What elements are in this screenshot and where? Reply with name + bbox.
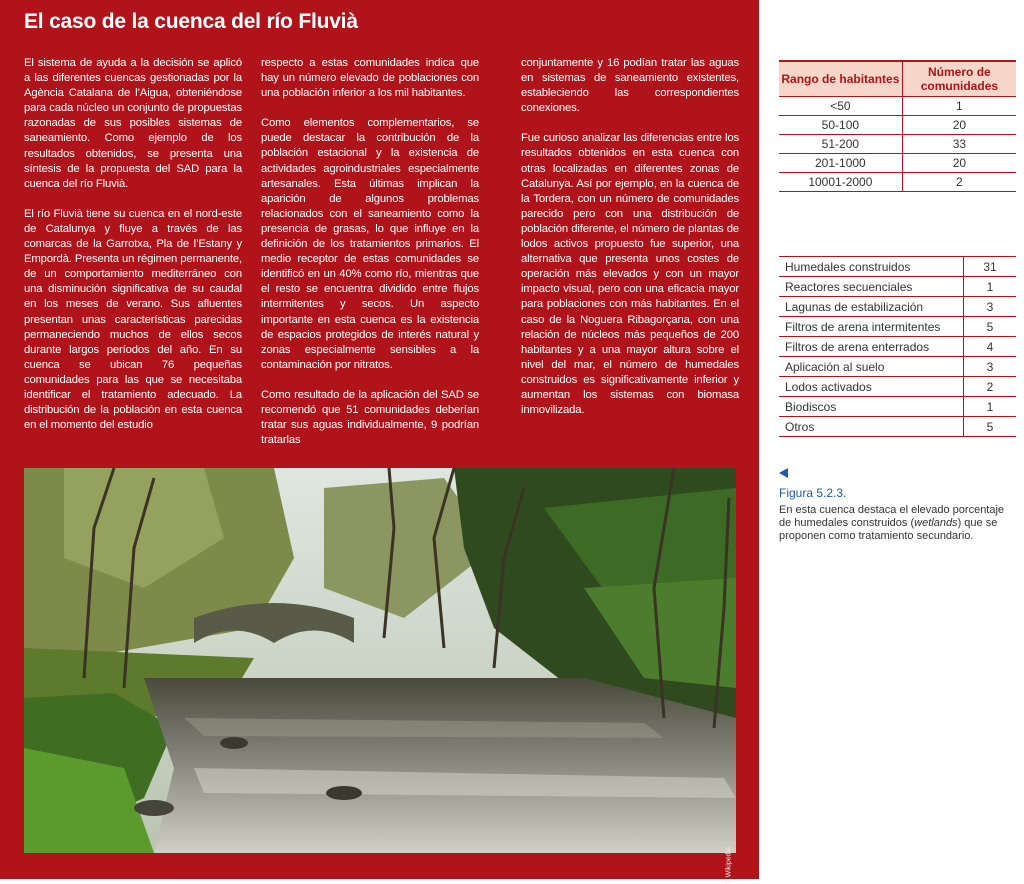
cell-count: 1 (964, 397, 1017, 417)
figure-caption (779, 504, 1009, 543)
cell-count: 4 (964, 337, 1017, 357)
cell-count: 3 (964, 357, 1017, 377)
cell-treatment: Reactores secuenciales (779, 277, 964, 297)
table-row (779, 297, 1016, 317)
cell-treatment: Lodos activados (779, 377, 964, 397)
river-photo (24, 468, 736, 884)
cell-treatment: Humedales construidos (779, 257, 964, 277)
treatment-table (779, 256, 1016, 437)
cell-treatment: Aplicación al suelo (779, 357, 964, 377)
caption-text: ) que se proponen como tratamiento secundario. (779, 517, 998, 542)
photo-credit: © Wikipedia (725, 847, 732, 884)
paragraph: El río Fluvià tiene su cuenca en el nord-este de Catalunya y fluye a través de las comarcas de la Garrotxa, Pla de l’Estany y Empordà. Presenta un régimen permanente, de un comportamiento mediterráneo con una disminución significativa de su caudal en los meses de verano. Sus afluentes presentan unas características parecidas permaneciendo muchos de ellos secos durante largos períodos del año. En su cuenca se ubican 76 pequeñas comunidades para las que se necesitaba identificar el tratamiento adecuado. La distribución de la población en esta cuenca en el momento del estudio (24, 207, 242, 432)
table-row (779, 417, 1016, 437)
cell-range: <50 (779, 97, 902, 116)
table-row (779, 173, 1016, 192)
cell-range: 50-100 (779, 116, 902, 135)
figure-label: Figura 5.2.3. (779, 486, 847, 500)
article-title: El caso de la cuenca del río Fluvià (24, 10, 358, 33)
paragraph: Como resultado de la aplicación del SAD se recomendó que 51 comunidades deberían tratar sus aguas individualmente, 9 podrían tratarlas (261, 388, 479, 447)
cell-range: 201-1000 (779, 154, 902, 173)
cell-range: 51-200 (779, 135, 902, 154)
table-row (779, 154, 1016, 173)
table-row (779, 257, 1016, 277)
table-row (779, 377, 1016, 397)
header-range: Rango de habitantes (779, 61, 902, 97)
table-row (779, 357, 1016, 377)
cell-count: 5 (964, 317, 1017, 337)
cell-count: 31 (964, 257, 1017, 277)
table-row (779, 97, 1016, 116)
text-column-2 (261, 56, 479, 463)
figure-pointer-icon (779, 468, 788, 478)
cell-treatment: Filtros de arena intermitentes (779, 317, 964, 337)
cell-count: 20 (902, 154, 1016, 173)
cell-count: 20 (902, 116, 1016, 135)
table-row (779, 116, 1016, 135)
table-row (779, 397, 1016, 417)
river-bridge-illustration (24, 468, 736, 853)
cell-count: 33 (902, 135, 1016, 154)
paragraph: respecto a estas comunidades indica que hay un número elevado de poblaciones con una población inferior a los mil habitantes. (261, 57, 479, 100)
population-table (779, 60, 1016, 192)
cell-count: 1 (964, 277, 1017, 297)
cell-treatment: Filtros de arena enterrados (779, 337, 964, 357)
paragraph: Como elementos complementarios, se puede destacar la contribución de la población estacional y la existencia de actividades agroindustriales especialmente artesanales. Esta últimas implican la aparición de algunos problemas relacionados con el saneamiento como la presencia de grasas, lo que influye en la definición de los tratamientos primarios. El medio receptor de estas comunidades se identificó en un 40% como río, mientras que el resto se encuentra dividido entre flujos intermitentes y secos. Un aspecto importante en esta cuenca es la existencia de espacios protegidos de interés natural y zonas especialmente sensibles a la contaminación por nitratos. (261, 117, 479, 371)
cell-treatment: Otros (779, 417, 964, 437)
paragraph: conjuntamente y 16 podían tratar las aguas en sistemas de saneamiento existentes, estableciendo las correspondientes conexiones. (521, 57, 739, 115)
table-row (779, 337, 1016, 357)
cell-count: 3 (964, 297, 1017, 317)
table-row (779, 135, 1016, 154)
text-column-1 (24, 56, 242, 448)
cell-count: 2 (902, 173, 1016, 192)
table-row (779, 277, 1016, 297)
text-column-3 (521, 56, 739, 433)
cell-treatment: Biodiscos (779, 397, 964, 417)
paragraph: Fue curioso analizar las diferencias entre los resultados obtenidos en esta cuenca con otras localizadas en diferentes zonas de Catalunya. Así por ejemplo, en la cuenca de la Tordera, con un número de comunidades parecido pero con una distribución de población diferente, el número de plantas de lodos activos propuesto fue superior, una alternativa que presenta unos costes de operación más elevados y con un mayor impacto visual, pero con una eficacia mayor para poblaciones con más habitantes. En el caso de la Noguera Ribagorçana, con una relación de núcleos más pequeños de 200 habitantes y a una mayor altura sobre el nivel del mar, el número de humedales construidos es significativamente inferior y aumentan los sistemas con biomasa inmovilizada. (521, 132, 739, 417)
header-count: Número de comunidades (902, 61, 1016, 97)
table-row (779, 317, 1016, 337)
caption-italic-term: wetlands (914, 517, 958, 529)
cell-range: 10001-2000 (779, 173, 902, 192)
paragraph: El sistema de ayuda a la decisión se aplicó a las diferentes cuencas gestionadas por la Agència Catalana de l’Aigua, obteniéndose para cada núcleo un conjunto de propuestas razonadas de sus posibles sistemas de saneamiento. Como ejemplo de los resultados obtenidos, se presenta una síntesis de la propuesta del SAD para la cuenca del río Fluvià. (24, 57, 242, 190)
cell-count: 5 (964, 417, 1017, 437)
cell-count: 2 (964, 377, 1017, 397)
cell-count: 1 (902, 97, 1016, 116)
caption-text: En esta cuenca destaca el elevado porcentaje de humedales construidos ( (779, 504, 1005, 529)
cell-treatment: Lagunas de estabilización (779, 297, 964, 317)
